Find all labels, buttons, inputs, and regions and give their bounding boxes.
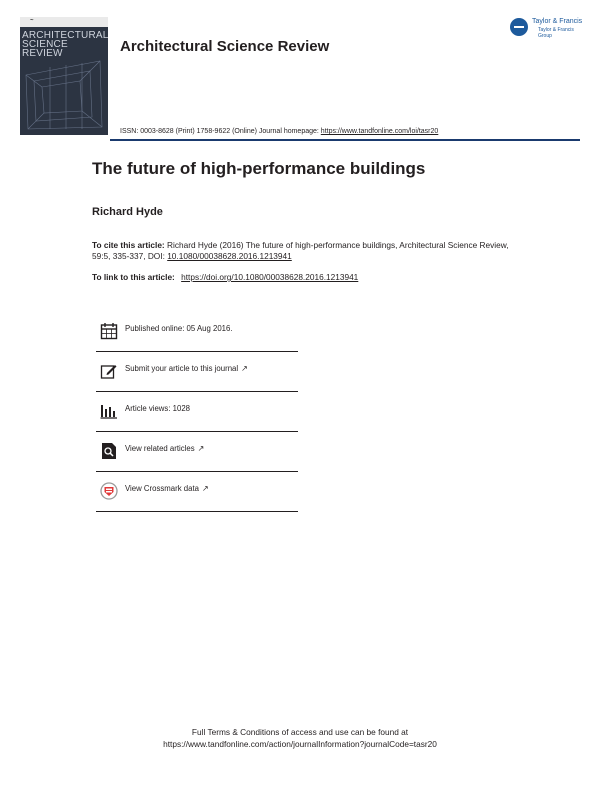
header-divider (110, 139, 580, 141)
journal-cover-image (20, 17, 108, 135)
external-link-icon: ↗ (201, 484, 209, 493)
calendar-icon (100, 322, 118, 340)
citation-text: Richard Hyde (2016) The future of high-performance buildings, Architectural Science Review, 59:5, 335-337, DOI: (92, 240, 509, 261)
issn-text: ISSN: 0003-8628 (Print) 1758-9622 (Online) Journal homepage: (120, 128, 319, 135)
cover-title-line: ARCHITECTURAL (22, 30, 108, 41)
submit-article-text: Submit your article to this journal (125, 364, 239, 373)
list-item-submit[interactable] (96, 352, 298, 392)
article-doi-link[interactable]: https://doi.org/10.1080/00038628.2016.1213941 (181, 272, 359, 282)
article-link-label: To link to this article: (92, 272, 175, 282)
article-info-list (96, 312, 298, 512)
published-date-text: Published online: 05 Aug 2016. (125, 324, 233, 333)
cover-logo-mark: ~ (30, 18, 34, 24)
list-item-crossmark[interactable] (96, 472, 298, 512)
list-item-related[interactable] (96, 432, 298, 472)
external-link-icon: ↗ (241, 364, 248, 373)
related-articles-link[interactable] (125, 444, 204, 453)
article-title: The future of high-performance buildings (92, 159, 426, 178)
footer-terms-link[interactable]: https://www.tandfonline.com/action/journalInformation?journalCode=tasr20 (163, 739, 437, 749)
related-articles-text: View related articles (125, 444, 195, 453)
edit-icon (100, 362, 118, 380)
publisher-logo-icon (510, 18, 528, 36)
article-link-line (92, 272, 358, 282)
external-link-icon: ↗ (197, 444, 205, 453)
submit-article-link[interactable] (125, 364, 248, 373)
crossmark-text: View Crossmark data (125, 484, 199, 493)
article-author: Richard Hyde (92, 206, 163, 218)
citation-block (92, 240, 512, 262)
footer-terms-text: Full Terms & Conditions of access and use can be found at (191, 727, 409, 737)
cover-title-line: REVIEW (22, 48, 63, 59)
citation-doi-link[interactable]: 10.1080/00038628.2016.1213941 (167, 251, 292, 261)
list-item-views (96, 392, 298, 432)
publisher-logo-subtext: Taylor & Francis Group (538, 27, 574, 39)
list-item-published (96, 312, 298, 352)
publisher-logo-text: Taylor & Francis (532, 18, 583, 25)
article-views-text: Article views: 1028 (125, 404, 191, 413)
bar-chart-icon (100, 402, 118, 420)
citation-label: To cite this article: (92, 240, 165, 250)
cover-title-line: SCIENCE (22, 39, 68, 50)
footer-terms (0, 726, 600, 750)
publisher-logo[interactable] (508, 16, 588, 38)
crossmark-icon (100, 482, 118, 500)
journal-homepage-link[interactable]: https://www.tandfonline.com/loi/tasr20 (320, 128, 439, 135)
search-document-icon (100, 442, 118, 460)
issn-line (120, 128, 438, 135)
crossmark-link[interactable] (125, 484, 209, 493)
journal-title: Architectural Science Review (120, 38, 330, 55)
cover-artwork (20, 17, 108, 135)
